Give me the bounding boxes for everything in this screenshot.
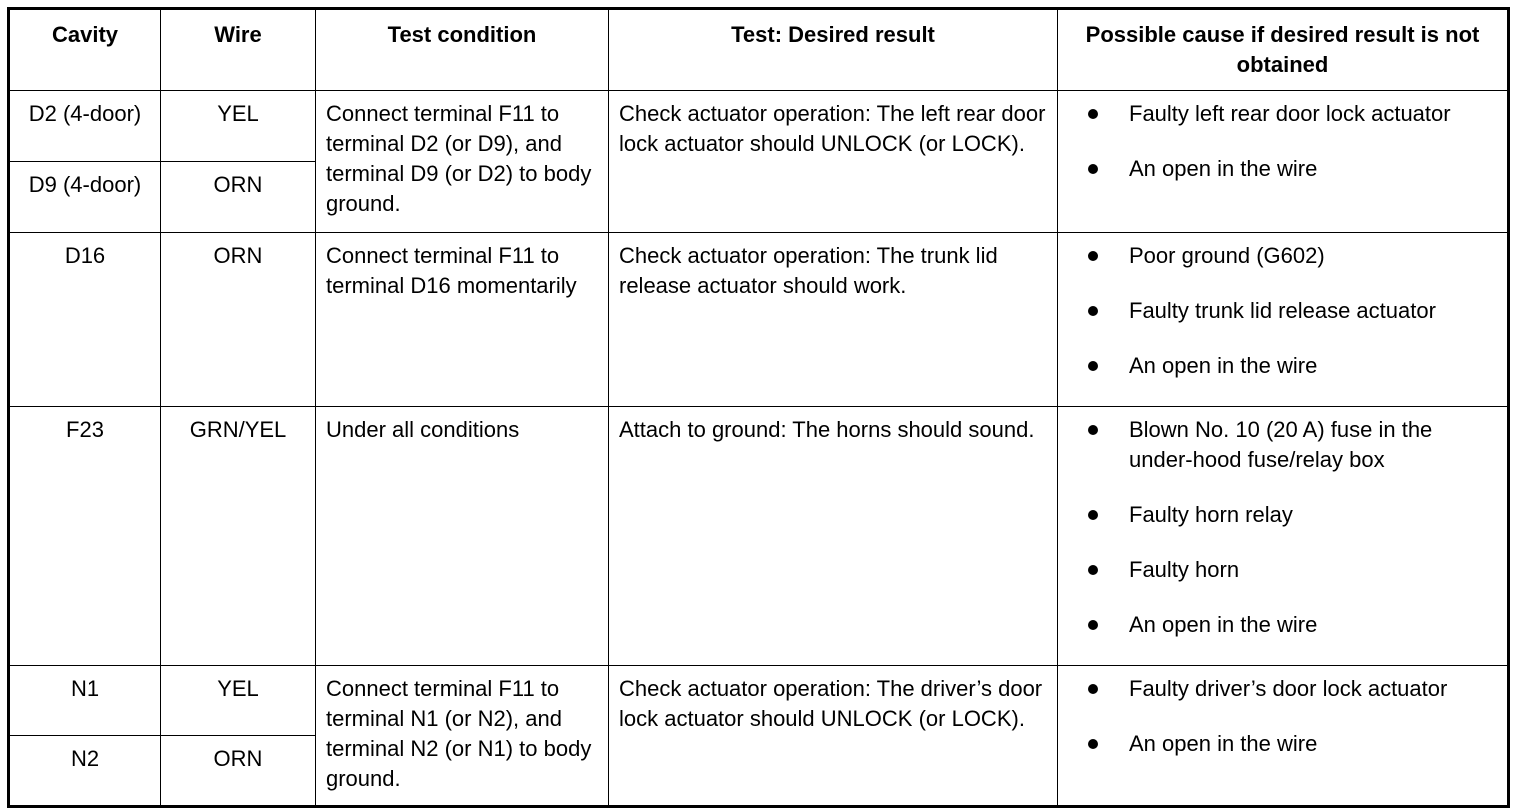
table-row xyxy=(9,666,1509,736)
cavity-cell: N1 xyxy=(9,666,161,736)
wire-cell: YEL xyxy=(161,91,316,162)
table-row xyxy=(9,233,1509,407)
cause-item: An open in the wire xyxy=(1088,610,1497,640)
wire-cell: GRN/YEL xyxy=(161,407,316,666)
header-wire: Wire xyxy=(161,9,316,91)
cause-item: Faulty horn xyxy=(1088,555,1497,585)
test-condition-cell: Connect terminal F11 to terminal N1 (or N2), and terminal N2 (or N1) to body ground. xyxy=(316,666,609,807)
possible-cause-cell xyxy=(1058,666,1509,807)
cause-list xyxy=(1068,99,1497,184)
cause-item: Faulty horn relay xyxy=(1088,500,1497,530)
test-condition-cell: Connect terminal F11 to terminal D16 momentarily xyxy=(316,233,609,407)
cause-list xyxy=(1068,241,1497,381)
cavity-cell: D16 xyxy=(9,233,161,407)
desired-result-cell: Attach to ground: The horns should sound. xyxy=(609,407,1058,666)
cavity-cell: D9 (4-door) xyxy=(9,162,161,233)
possible-cause-cell xyxy=(1058,233,1509,407)
cause-list xyxy=(1068,674,1497,759)
test-condition-cell: Connect terminal F11 to terminal D2 (or D9), and terminal D9 (or D2) to body ground. xyxy=(316,91,609,233)
possible-cause-cell xyxy=(1058,407,1509,666)
header-row xyxy=(9,9,1509,91)
wire-cell: ORN xyxy=(161,162,316,233)
test-condition-cell: Under all conditions xyxy=(316,407,609,666)
cavity-cell: F23 xyxy=(9,407,161,666)
desired-result-cell: Check actuator operation: The left rear door lock actuator should UNLOCK (or LOCK). xyxy=(609,91,1058,233)
troubleshooting-table xyxy=(7,7,1510,808)
desired-result-cell: Check actuator operation: The driver’s door lock actuator should UNLOCK (or LOCK). xyxy=(609,666,1058,807)
cause-item: Poor ground (G602) xyxy=(1088,241,1497,271)
cause-list xyxy=(1068,415,1497,640)
cavity-cell: N2 xyxy=(9,736,161,807)
header-possible-cause: Possible cause if desired result is not obtained xyxy=(1058,9,1509,91)
cause-item: Faulty trunk lid release actuator xyxy=(1088,296,1497,326)
wire-cell: YEL xyxy=(161,666,316,736)
header-test-condition: Test condition xyxy=(316,9,609,91)
cause-item: Blown No. 10 (20 A) fuse in the under-hood fuse/relay box xyxy=(1088,415,1497,475)
possible-cause-cell xyxy=(1058,91,1509,233)
cavity-cell: D2 (4-door) xyxy=(9,91,161,162)
desired-result-cell: Check actuator operation: The trunk lid release actuator should work. xyxy=(609,233,1058,407)
wire-cell: ORN xyxy=(161,233,316,407)
cause-item: An open in the wire xyxy=(1088,729,1497,759)
wire-cell: ORN xyxy=(161,736,316,807)
header-cavity: Cavity xyxy=(9,9,161,91)
table-row xyxy=(9,91,1509,162)
table-row xyxy=(9,407,1509,666)
cause-item: An open in the wire xyxy=(1088,154,1497,184)
cause-item: Faulty driver’s door lock actuator xyxy=(1088,674,1497,704)
cause-item: An open in the wire xyxy=(1088,351,1497,381)
header-desired-result: Test: Desired result xyxy=(609,9,1058,91)
cause-item: Faulty left rear door lock actuator xyxy=(1088,99,1497,129)
